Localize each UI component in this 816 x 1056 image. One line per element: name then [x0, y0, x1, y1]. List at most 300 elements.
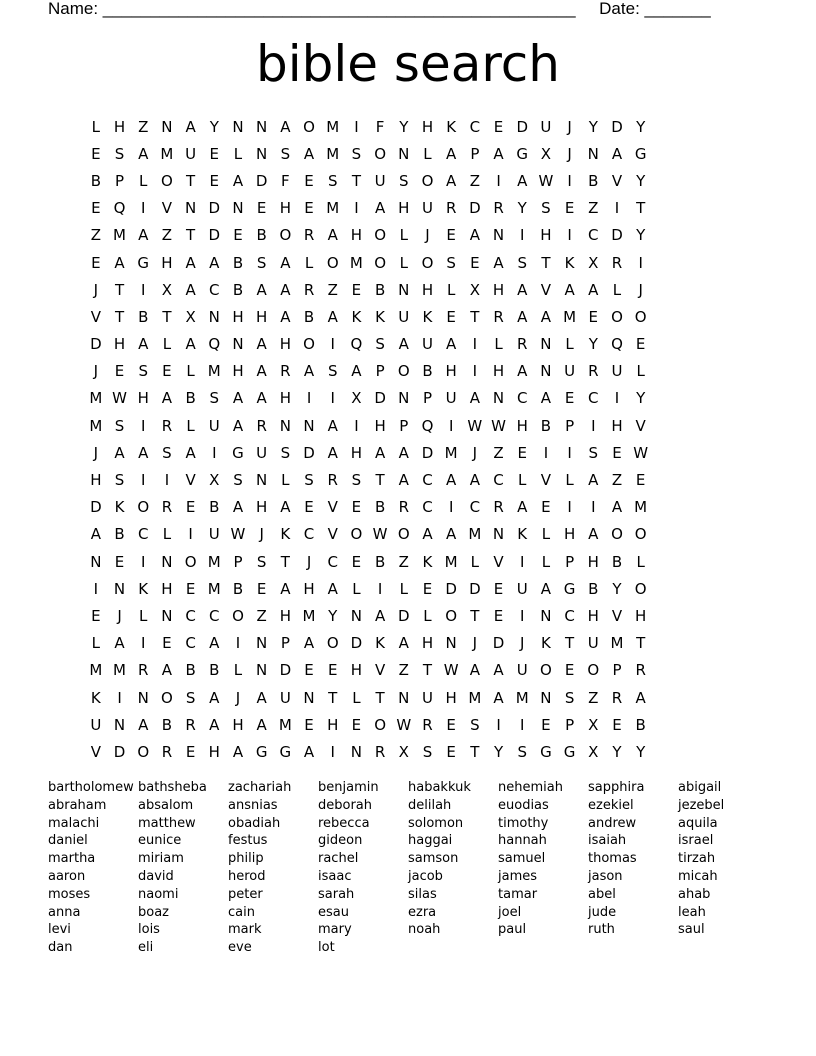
grid-letter: A [446, 144, 457, 163]
grid-letter: J [93, 280, 99, 299]
page-title: bible search [255, 35, 560, 93]
date-label: Date: [599, 0, 645, 18]
grid-letter: O [161, 688, 173, 707]
grid-letter: R [280, 362, 291, 381]
grid-letter: A [232, 498, 244, 517]
grid-letter: U [374, 171, 386, 190]
grid-letter: A [280, 280, 291, 299]
word-list-item: timothy [498, 815, 549, 831]
grid-letter: L [162, 525, 172, 544]
grid-letter: E [446, 307, 456, 326]
grid-letter: N [398, 688, 410, 707]
word-list-item: bathsheba [138, 780, 207, 795]
grid-letter: A [303, 742, 315, 761]
grid-letter: E [612, 443, 622, 462]
grid-letter: E [446, 742, 456, 761]
grid-letter: D [469, 199, 481, 218]
grid-letter: I [472, 335, 478, 354]
grid-letter: I [591, 416, 596, 435]
word-list-item: ezekiel [588, 797, 634, 813]
grid-letter: I [117, 688, 122, 707]
grid-letter: O [634, 307, 647, 326]
grid-letter: A [232, 389, 244, 408]
grid-letter: E [114, 362, 125, 381]
grid-letter: S [351, 144, 362, 163]
grid-letter: I [591, 498, 596, 517]
grid-letter: A [517, 498, 528, 517]
grid-letter: T [351, 171, 361, 190]
grid-letter: E [256, 199, 267, 218]
grid-letter: U [421, 335, 433, 354]
grid-letter: U [516, 579, 528, 598]
grid-letter: H [421, 280, 434, 299]
grid-letter: T [186, 171, 196, 190]
grid-letter: A [280, 498, 291, 517]
grid-letter: E [91, 199, 101, 218]
grid-letter: A [161, 661, 173, 680]
grid-letter: S [280, 443, 291, 462]
grid-letter: N [256, 144, 268, 163]
grid-letter: B [209, 498, 220, 517]
grid-letter: R [161, 416, 173, 435]
grid-letter: S [399, 171, 409, 190]
grid-letter: V [611, 171, 623, 190]
grid-letter: G [563, 579, 576, 598]
grid-letter: D [516, 117, 528, 136]
grid-letter: L [91, 634, 101, 653]
grid-letter: T [470, 742, 480, 761]
grid-letter: H [492, 280, 505, 299]
grid-letter: I [448, 416, 454, 435]
grid-letter: J [235, 688, 241, 707]
grid-letter: A [138, 144, 149, 163]
grid-letter: A [351, 362, 362, 381]
grid-letter: G [634, 144, 647, 163]
grid-letter: H [208, 742, 220, 761]
grid-letter: L [541, 552, 551, 571]
grid-letter: I [212, 443, 217, 462]
grid-letter: P [565, 416, 575, 435]
grid-letter: X [351, 389, 362, 408]
grid-letter: N [161, 117, 173, 136]
word-list-item: micah [678, 868, 718, 884]
grid-letter: P [280, 634, 290, 653]
grid-letter: I [235, 634, 241, 653]
grid-letter: P [422, 389, 432, 408]
grid-letter: D [398, 606, 410, 625]
grid-letter: A [398, 471, 409, 490]
grid-letter: E [327, 661, 338, 680]
grid-letter: I [448, 498, 454, 517]
grid-letter: L [186, 416, 195, 435]
word-list-item: martha [48, 851, 96, 867]
grid-letter: V [327, 498, 338, 517]
grid-letter: T [114, 280, 125, 299]
grid-letter: R [517, 335, 528, 354]
grid-letter: W [538, 171, 554, 190]
grid-letter: U [421, 199, 433, 218]
grid-row [84, 276, 748, 303]
grid-letter: U [587, 634, 599, 653]
grid-letter: H [303, 579, 315, 598]
grid-letter: Z [588, 688, 599, 707]
grid-letter: R [422, 715, 433, 734]
grid-letter: V [90, 742, 101, 761]
grid-letter: Y [636, 171, 646, 190]
grid-letter: T [565, 634, 575, 653]
grid-letter: F [375, 117, 385, 136]
grid-letter: E [162, 634, 172, 653]
grid-letter: R [398, 498, 409, 517]
grid-letter: L [233, 144, 243, 163]
grid-letter: X [185, 307, 196, 326]
grid-letter: N [256, 634, 268, 653]
grid-letter: M [326, 117, 340, 136]
word-list-item: jason [588, 868, 623, 884]
grid-letter: E [351, 280, 362, 299]
grid-letter: H [398, 199, 410, 218]
grid-letter: B [374, 280, 386, 299]
grid-letter: I [520, 606, 525, 625]
grid-letter: C [185, 634, 196, 653]
grid-letter: L [399, 579, 408, 598]
grid-letter: A [446, 525, 457, 544]
grid-letter: T [328, 688, 338, 707]
grid-letter: H [279, 389, 291, 408]
grid-letter: M [113, 226, 126, 245]
date-blank: _______ [644, 0, 711, 18]
grid-letter: N [232, 117, 244, 136]
grid-letter: E [304, 661, 314, 680]
grid-letter: A [232, 171, 244, 190]
grid-letter: U [208, 416, 220, 435]
grid-letter: C [422, 498, 433, 517]
grid-letter: J [93, 443, 99, 462]
grid-letter: R [493, 199, 504, 218]
grid-letter: I [567, 498, 572, 517]
grid-letter: E [564, 199, 575, 218]
grid-letter: G [563, 742, 576, 761]
word-list-item: eunice [138, 833, 182, 849]
grid-row [84, 195, 748, 222]
grid-letter: R [256, 416, 267, 435]
grid-row [84, 684, 748, 711]
grid-letter: N [492, 226, 505, 245]
word-list-item: festus [228, 833, 268, 849]
grid-letter: A [493, 253, 504, 272]
grid-letter: Q [350, 335, 363, 354]
grid-letter: D [421, 443, 434, 462]
grid-letter: E [304, 498, 314, 517]
grid-letter: O [137, 498, 150, 517]
grid-letter: X [161, 280, 173, 299]
grid-letter: A [138, 443, 149, 462]
grid-letter: A [611, 498, 623, 517]
grid-letter: D [492, 634, 505, 653]
grid-letter: U [611, 362, 623, 381]
grid-letter: R [138, 661, 149, 680]
grid-letter: G [279, 742, 292, 761]
grid-letter: L [565, 335, 574, 354]
grid-letter: H [445, 688, 457, 707]
grid-letter: Q [421, 416, 434, 435]
grid-letter: K [280, 525, 291, 544]
word-list-item: benjamin [318, 780, 379, 795]
grid-letter: I [188, 525, 193, 544]
grid-letter: A [327, 226, 338, 245]
grid-letter: O [374, 144, 386, 163]
grid-letter: B [232, 253, 244, 272]
grid-letter: B [185, 661, 196, 680]
grid-letter: M [207, 579, 221, 598]
grid-letter: I [520, 552, 525, 571]
grid-letter: Z [90, 226, 101, 245]
word-list-item: abel [588, 886, 616, 902]
grid-letter: T [280, 552, 290, 571]
grid-letter: Z [327, 280, 338, 299]
grid-letter: B [374, 498, 386, 517]
grid-letter: V [374, 661, 386, 680]
grid-letter: A [209, 634, 220, 653]
grid-letter: A [327, 443, 338, 462]
grid-letter: N [350, 742, 363, 761]
grid-letter: N [279, 416, 291, 435]
grid-letter: I [164, 471, 170, 490]
grid-letter: N [350, 606, 363, 625]
grid-letter: S [327, 362, 338, 381]
grid-letter: M [113, 661, 126, 680]
grid-letter: B [114, 525, 125, 544]
grid-letter: D [255, 171, 268, 190]
grid-letter: S [162, 443, 172, 462]
grid-letter: A [588, 525, 599, 544]
grid-letter: Y [612, 579, 622, 598]
grid-letter: O [397, 525, 410, 544]
grid-letter: A [469, 389, 480, 408]
grid-letter: C [588, 389, 599, 408]
grid-letter: I [567, 443, 572, 462]
grid-letter: P [565, 715, 575, 734]
grid-letter: A [256, 715, 267, 734]
grid-letter: O [303, 117, 315, 136]
grid-letter: I [377, 579, 383, 598]
grid-letter: H [635, 606, 647, 625]
word-list-item: jacob [408, 868, 443, 884]
grid-letter: L [565, 471, 574, 490]
grid-letter: Y [493, 742, 504, 761]
grid-letter: C [185, 606, 196, 625]
grid-letter: L [139, 606, 148, 625]
grid-letter: E [91, 253, 101, 272]
grid-letter: M [610, 634, 624, 653]
grid-letter: O [611, 525, 623, 544]
grid-letter: U [516, 661, 528, 680]
grid-letter: Z [256, 606, 267, 625]
grid-letter: A [209, 715, 220, 734]
grid-letter: L [352, 579, 361, 598]
word-list-item: james [498, 868, 538, 884]
grid-letter: U [279, 688, 291, 707]
grid-letter: N [540, 335, 552, 354]
grid-letter: P [399, 416, 409, 435]
grid-letter: C [209, 280, 220, 299]
grid-letter: A [185, 443, 196, 462]
word-list-item: anna [48, 904, 81, 920]
grid-letter: A [327, 416, 338, 435]
word-list-item: deborah [318, 797, 373, 813]
grid-letter: E [541, 715, 551, 734]
grid-letter: A [446, 335, 457, 354]
grid-letter: J [567, 117, 572, 136]
word-list-item: bartholomew [48, 780, 134, 795]
grid-letter: E [91, 606, 101, 625]
word-list-item: samson [408, 851, 459, 867]
grid-letter: N [113, 715, 126, 734]
grid-letter: K [422, 307, 433, 326]
word-list-item: herod [228, 868, 266, 884]
grid-letter: W [491, 416, 506, 435]
grid-letter: Y [209, 117, 219, 136]
word-list-item: malachi [48, 815, 100, 831]
grid-row [84, 711, 748, 738]
grid-letter: L [352, 688, 361, 707]
word-list-item: abraham [48, 797, 107, 813]
name-blank: __________________________________________________ [102, 0, 576, 18]
grid-letter: Z [398, 661, 409, 680]
grid-letter: N [256, 661, 268, 680]
grid-letter: A [398, 443, 409, 462]
grid-letter: A [374, 606, 386, 625]
word-list-item: aaron [48, 868, 86, 884]
grid-letter: X [588, 715, 599, 734]
grid-letter: H [421, 117, 434, 136]
grid-letter: P [565, 552, 575, 571]
grid-letter: D [374, 389, 386, 408]
grid-letter: B [422, 362, 433, 381]
grid-letter: E [612, 715, 622, 734]
word-list-item: philip [228, 851, 264, 867]
grid-letter: S [588, 443, 599, 462]
grid-letter: V [90, 307, 101, 326]
grid-letter: W [230, 525, 246, 544]
grid-letter: A [90, 525, 101, 544]
grid-letter: A [446, 171, 457, 190]
grid-letter: D [279, 661, 292, 680]
grid-letter: Y [399, 117, 409, 136]
grid-letter: A [517, 307, 528, 326]
grid-letter: H [279, 335, 291, 354]
grid-letter: Z [493, 443, 504, 462]
grid-letter: A [209, 253, 220, 272]
word-list-item: hannah [498, 833, 547, 849]
grid-letter: T [541, 253, 551, 272]
grid-letter: B [138, 307, 149, 326]
grid-letter: O [634, 525, 647, 544]
grid-letter: W [396, 715, 412, 734]
grid-letter: U [564, 362, 576, 381]
grid-letter: O [587, 661, 600, 680]
grid-letter: E [446, 226, 456, 245]
grid-letter: N [303, 688, 315, 707]
grid-letter: O [326, 253, 339, 272]
grid-letter: Z [611, 471, 623, 490]
grid-letter: X [209, 471, 220, 490]
grid-letter: V [185, 471, 196, 490]
grid-letter: M [207, 362, 221, 381]
grid-letter: N [445, 634, 457, 653]
grid-row [84, 439, 748, 466]
word-list-item: miriam [138, 851, 184, 867]
word-list-item: jude [588, 904, 617, 920]
grid-letter: O [137, 742, 150, 761]
grid-letter: U [90, 715, 102, 734]
word-list-item: joel [498, 904, 522, 920]
grid-letter: I [496, 715, 501, 734]
grid-letter: E [209, 171, 220, 190]
grid-letter: A [611, 144, 623, 163]
grid-letter: H [113, 117, 126, 136]
word-list-item: cain [228, 904, 255, 920]
grid-letter: H [279, 199, 291, 218]
grid-letter: L [139, 171, 148, 190]
grid-row [84, 167, 748, 194]
grid-letter: R [327, 471, 338, 490]
grid-letter: L [470, 552, 480, 571]
grid-letter: G [137, 253, 150, 272]
grid-letter: K [351, 307, 362, 326]
name-label: Name: [48, 0, 103, 18]
grid-letter: H [350, 443, 363, 462]
grid-letter: H [327, 715, 339, 734]
grid-letter: D [350, 634, 363, 653]
word-list-item: tamar [498, 886, 538, 902]
grid-letter: A [256, 688, 267, 707]
grid-letter: M [89, 661, 103, 680]
grid-letter: J [472, 634, 478, 653]
grid-letter: C [564, 606, 575, 625]
word-list-item: andrew [588, 815, 637, 831]
grid-letter: A [588, 280, 599, 299]
grid-letter: Y [588, 117, 598, 136]
grid-letter: U [398, 307, 410, 326]
grid-letter: E [351, 498, 362, 517]
grid-letter: Z [138, 117, 149, 136]
grid-letter: A [161, 389, 173, 408]
grid-letter: C [422, 471, 433, 490]
grid-letter: D [113, 742, 126, 761]
grid-letter: A [540, 579, 552, 598]
grid-letter: C [469, 498, 481, 517]
grid-letter: P [233, 552, 243, 571]
grid-letter: I [141, 416, 146, 435]
word-list-item: rebecca [318, 815, 370, 831]
grid-letter: O [421, 171, 434, 190]
grid-letter: O [232, 606, 244, 625]
grid-letter: T [636, 199, 646, 218]
grid-letter: B [185, 389, 196, 408]
grid-letter: W [112, 389, 127, 408]
grid-letter: Y [636, 226, 646, 245]
word-list-item: abigail [678, 780, 722, 795]
grid-letter: A [398, 335, 409, 354]
grid-letter: U [208, 525, 220, 544]
grid-letter: K [446, 117, 457, 136]
word-list-item: obadiah [228, 815, 281, 831]
grid-letter: R [493, 498, 504, 517]
grid-letter: H [492, 362, 505, 381]
grid-letter: E [351, 552, 362, 571]
grid-row [84, 249, 748, 276]
